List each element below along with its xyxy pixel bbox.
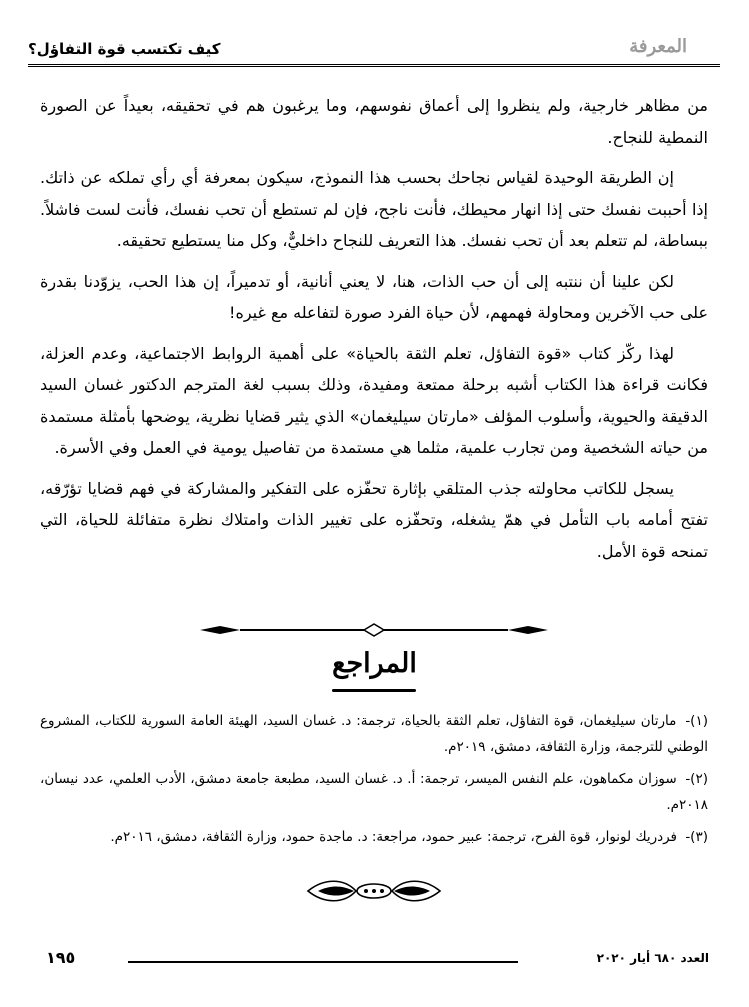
- paragraph: يسجل للكاتب محاولته جذب المتلقي بإثارة تحفّزه على التفكير والمشاركة في فهم قضايا تؤرّقه، تفتح أمامه باب التأمل في همّ يشغله، وتحفّزه على تغيير الذات وامتلاك نظرة متفائلة للحياة، التي تمنحه قوة الأمل.: [40, 478, 708, 561]
- references-heading: المراجع: [332, 648, 417, 679]
- references-list: [40, 708, 708, 856]
- reference-text: فردريك لونوار، قوة الفرح، ترجمة: عبير حمود، مراجعة: د. ماجدة حمود، وزارة الثقافة، دمشق، ٢٠١٦م.: [110, 829, 678, 845]
- issue-info: العدد ٦٨٠ أيار ٢٠٢٠: [596, 951, 709, 965]
- section-divider-ornament: [198, 620, 550, 640]
- running-header-title: كيف تكتسب قوة التفاؤل؟: [28, 40, 221, 58]
- reference-number: (١)-: [685, 713, 708, 729]
- article-body: [40, 90, 708, 576]
- page-number: ١٩٥: [46, 948, 76, 967]
- reference-item: [40, 708, 708, 760]
- paragraph: لهذا ركّز كتاب «قوة التفاؤل، تعلم الثقة بالحياة» على أهمية الروابط الاجتماعية، وعدم العزلة، فكانت قراءة هذا الكتاب أشبه برحلة ممتعة ومفيدة، وذلك بسبب لغة المترجم الدكتور غسان السيد الدقيقة والحيوية، وأسلوب المؤلف «مارتان سيليغمان» الذي يثير قضايا نظرية، يوضحها بأمثلة مستمدة من حياته الشخصية ومن تجارب علمية، مثلما هي مستمدة من تفاصيل يومية في العمل وفي الأسرة.: [40, 343, 708, 457]
- reference-text: سوزان مكماهون، علم النفس الميسر، ترجمة: أ. د. غسان السيد، مطبعة جامعة دمشق، الأدب العلمي، عدد نيسان، ٢٠١٨م.: [40, 771, 708, 813]
- references-heading-underline: [332, 689, 416, 692]
- paragraph: إن الطريقة الوحيدة لقياس نجاحك بحسب هذا النموذج، سيكون بمعرفة أي رأي تملكه عن ذاتك. إذا أحببت نفسك حتى إذا انهار محيطك، فأنت ناجح، فإن لم تستطع أن تحب نفسك، فأنت لست فاشلاً. ببساطة، لم تتعلم بعد أن تحب نفسك. هذا التعريف للنجاح داخليٌّ، وكل منا يستطيع تحقيقه.: [40, 168, 708, 250]
- reference-item: [40, 766, 708, 818]
- end-flourish-ornament: [304, 876, 444, 906]
- reference-item: [40, 824, 708, 850]
- footer-rule: [128, 961, 518, 963]
- reference-number: (٢)-: [685, 771, 708, 787]
- reference-text: مارتان سيليغمان، قوة التفاؤل، تعلم الثقة بالحياة، ترجمة: د. غسان السيد، الهيئة العامة السورية للكتاب، المشروع الوطني للترجمة، وزارة الثقافة، دمشق، ٢٠١٩م.: [40, 713, 708, 755]
- paragraph: من مظاهر خارجية، ولم ينظروا إلى أعماق نفوسهم، وما يرغبون هم في تحقيقه، بعيداً عن الصورة النمطية للنجاح.: [40, 96, 708, 147]
- paragraph: لكن علينا أن ننتبه إلى أن حب الذات، هنا، لا يعني أنانية، أو تدميراً، إن هذا الحب، يزوّدنا بقدرة على حب الآخرين ومحاولة فهمهم، لأن حياة الفرد صورة لتفاعله مع غيره!: [40, 271, 708, 322]
- magazine-logo: المعرفة: [629, 36, 687, 57]
- reference-number: (٣)-: [685, 829, 708, 845]
- header-rule: [28, 64, 720, 67]
